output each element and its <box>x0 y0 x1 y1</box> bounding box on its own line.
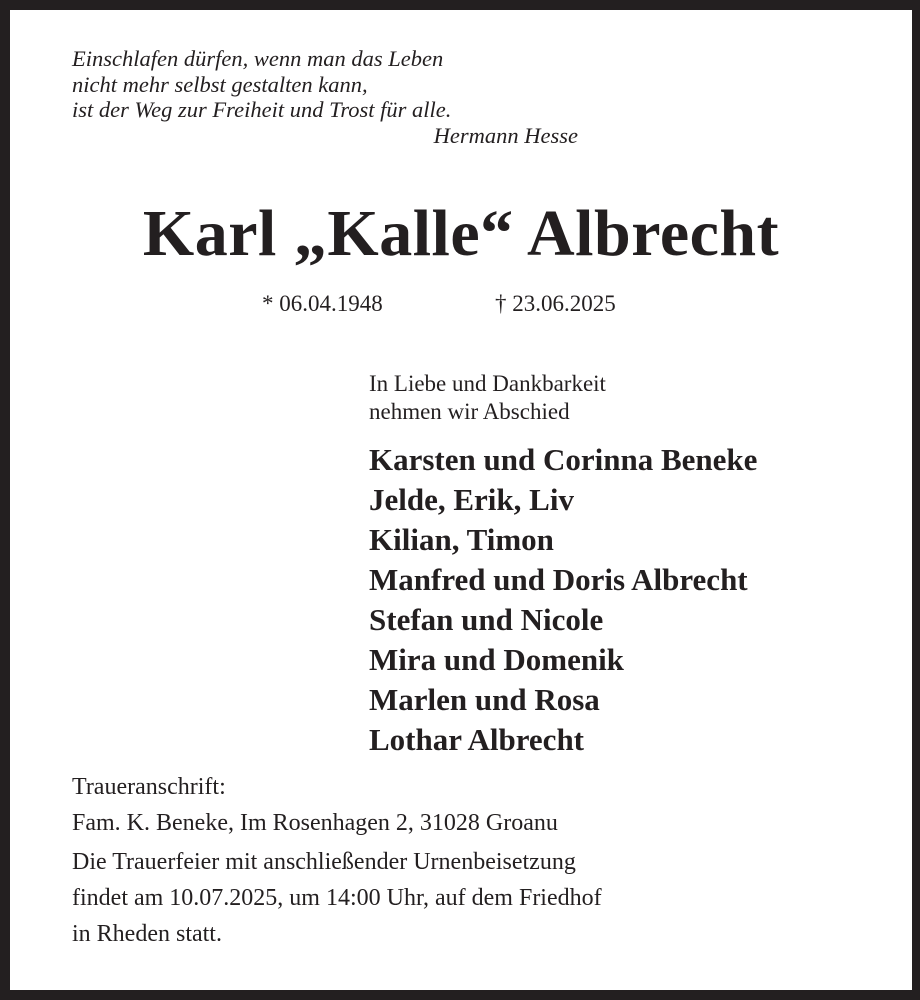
mourner: Manfred und Doris Albrecht <box>369 562 748 597</box>
address-value: Fam. K. Beneke, Im Rosenhagen 2, 31028 Groanu <box>72 810 558 836</box>
quote-author: Hermann Hesse <box>433 122 578 148</box>
mourner: Marlen und Rosa <box>369 682 600 717</box>
ceremony-line: Die Trauerfeier mit anschließender Urnenbeisetzung <box>72 849 576 875</box>
mourner: Jelde, Erik, Liv <box>369 482 574 517</box>
quote-line: ist der Weg zur Freiheit und Trost für alle. <box>72 97 452 122</box>
death-date: † 23.06.2025 <box>495 291 616 316</box>
ceremony-line: findet am 10.07.2025, um 14:00 Uhr, auf dem Friedhof <box>72 885 602 911</box>
mourner: Stefan und Nicole <box>369 602 604 637</box>
mourner: Karsten und Corinna Beneke <box>369 442 758 477</box>
intro-text <box>369 370 606 426</box>
mourners-list <box>369 440 757 760</box>
mourner: Kilian, Timon <box>369 522 554 557</box>
birth-date: * 06.04.1948 <box>262 291 383 316</box>
ceremony-line: in Rheden statt. <box>72 921 222 947</box>
obituary-card <box>10 10 912 990</box>
ceremony-info <box>72 844 602 952</box>
deceased-name: Karl „Kalle“ Albrecht <box>142 197 780 270</box>
mourner: Lothar Albrecht <box>369 722 585 757</box>
quote-line: Einschlafen dürfen, wenn man das Leben <box>72 46 444 71</box>
intro-line: nehmen wir Abschied <box>369 399 570 424</box>
intro-line: In Liebe und Dankbarkeit <box>369 371 606 396</box>
mourner: Mira und Domenik <box>369 642 624 677</box>
address-label: Traueranschrift: <box>72 774 226 800</box>
quote-line: nicht mehr selbst gestalten kann, <box>72 71 368 97</box>
quote <box>72 46 578 148</box>
